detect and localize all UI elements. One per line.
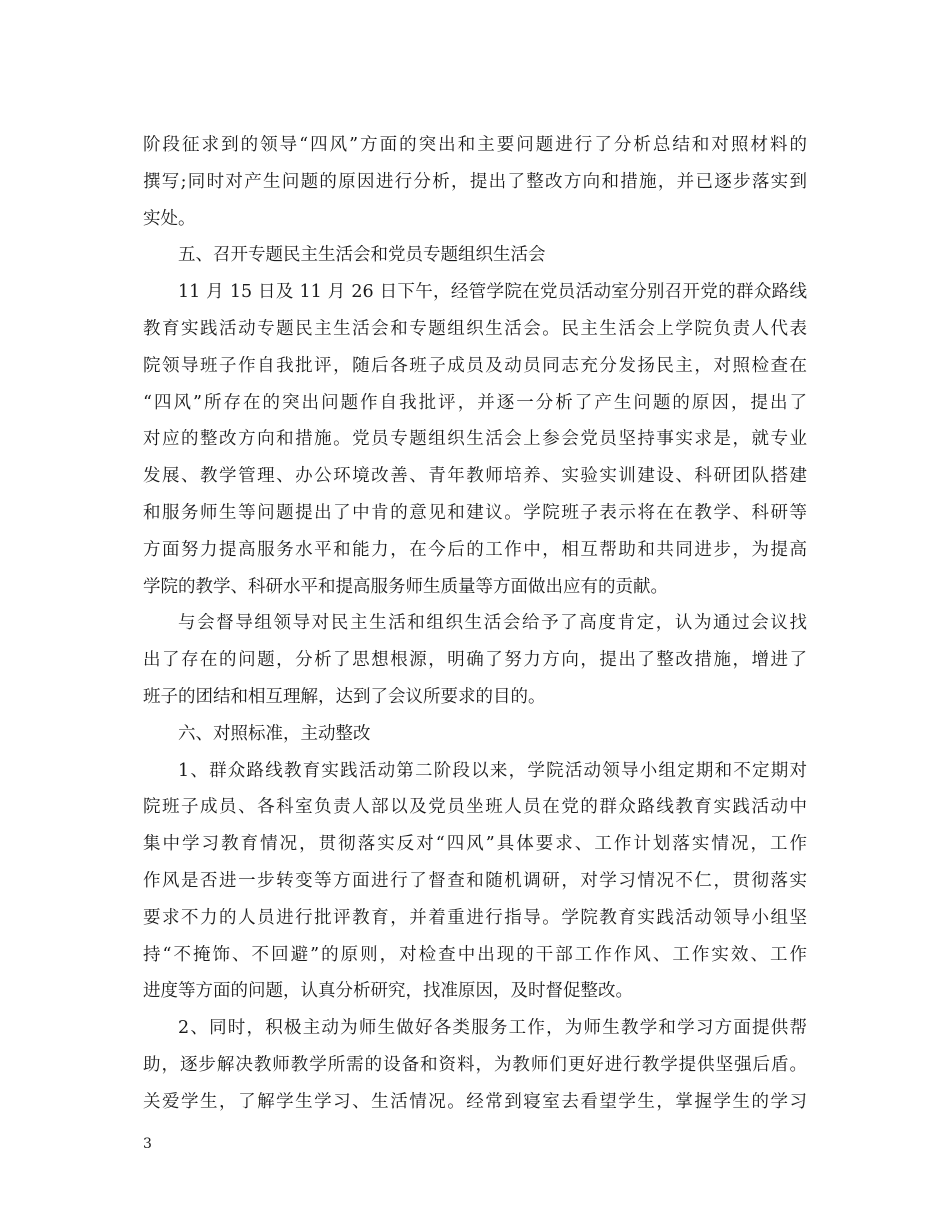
text-line: 发展、教学管理、办公环境改善、青年教师培养、实验实训建设、科研团队搭建 <box>143 466 807 487</box>
paragraph <box>143 274 807 605</box>
document-body <box>143 127 807 1121</box>
text-line: 对应的整改方向和措施。党员专题组织生活会上参会党员坚持事实求是，就专业 <box>143 429 807 450</box>
text-line: 2、同时，积极主动为师生做好各类服务工作，为师生教学和学习方面提供帮 <box>178 1018 807 1039</box>
text-line: 院班子成员、各科室负责人部以及党员坐班人员在党的群众路线教育实践活动中 <box>143 797 807 818</box>
paragraph <box>143 1010 807 1120</box>
paragraph <box>143 237 807 274</box>
paragraph <box>143 605 807 715</box>
text-line: 持“不掩饰、不回避”的原则，对检查中出现的干部工作作风、工作实效、工作 <box>143 944 807 965</box>
text-line: 撰写;同时对产生问题的原因进行分析，提出了整改方向和措施，并已逐步落实到 <box>143 171 807 192</box>
paragraph <box>143 753 807 1011</box>
text-line: 五、召开专题民主生活会和党员专题组织生活会 <box>178 245 546 266</box>
text-line: 阶段征求到的领导“四风”方面的突出和主要问题进行了分析总结和对照材料的 <box>143 135 807 155</box>
text-line: 关爱学生，了解学生学习、生活情况。经常到寝室去看望学生，掌握学生的学习 <box>143 1091 807 1112</box>
page-number: 3 <box>143 1136 152 1152</box>
text-line: 六、对照标准，主动整改 <box>178 723 371 744</box>
text-line: 1、群众路线教育实践活动第二阶段以来，学院活动领导小组定期和不定期对 <box>178 760 807 781</box>
text-line: 进度等方面的问题，认真分析研究，找准原因，及时督促整改。 <box>143 981 633 1002</box>
text-line: 出了存在的问题，分析了思想根源，明确了努力方向，提出了整改措施，增进了 <box>143 650 807 671</box>
text-line: 院领导班子作自我批评，随后各班子成员及动员同志充分发扬民主，对照检查在 <box>143 355 807 376</box>
paragraph <box>143 127 807 237</box>
paragraph <box>143 716 807 753</box>
text-line: 实处。 <box>143 208 196 229</box>
text-line: “四风”所存在的突出问题作自我批评，并逐一分析了产生问题的原因，提出了 <box>143 392 807 413</box>
text-line: 作风是否进一步转变等方面进行了督查和随机调研，对学习情况不仁，贯彻落实 <box>143 870 807 891</box>
text-line: 方面努力提高服务水平和能力，在今后的工作中，相互帮助和共同进步，为提高 <box>143 539 807 560</box>
text-line: 集中学习教育情况，贯彻落实反对“四风”具体要求、工作计划落实情况，工作 <box>143 834 807 855</box>
text-line: 与会督导组领导对民主生活和组织生活会给予了高度肯定，认为通过会议找 <box>178 613 807 634</box>
text-line: 学院的教学、科研水平和提高服务师生质量等方面做出应有的贡献。 <box>143 576 668 597</box>
text-line: 要求不力的人员进行批评教育，并着重进行指导。学院教育实践活动领导小组坚 <box>143 907 807 928</box>
text-line: 11 月 15 日及 11 月 26 日下午，经管学院在党员活动室分别召开党的群众路线 <box>178 282 807 303</box>
text-line: 班子的团结和相互理解，达到了会议所要求的目的。 <box>143 686 546 707</box>
text-line: 助，逐步解决教师教学所需的设备和资料，为教师们更好进行教学提供坚强后盾。 <box>143 1054 807 1075</box>
text-line: 教育实践活动专题民主生活会和专题组织生活会。民主生活会上学院负责人代表 <box>143 318 807 339</box>
text-line: 和服务师生等问题提出了中肯的意见和建议。学院班子表示将在在教学、科研等 <box>143 502 807 523</box>
